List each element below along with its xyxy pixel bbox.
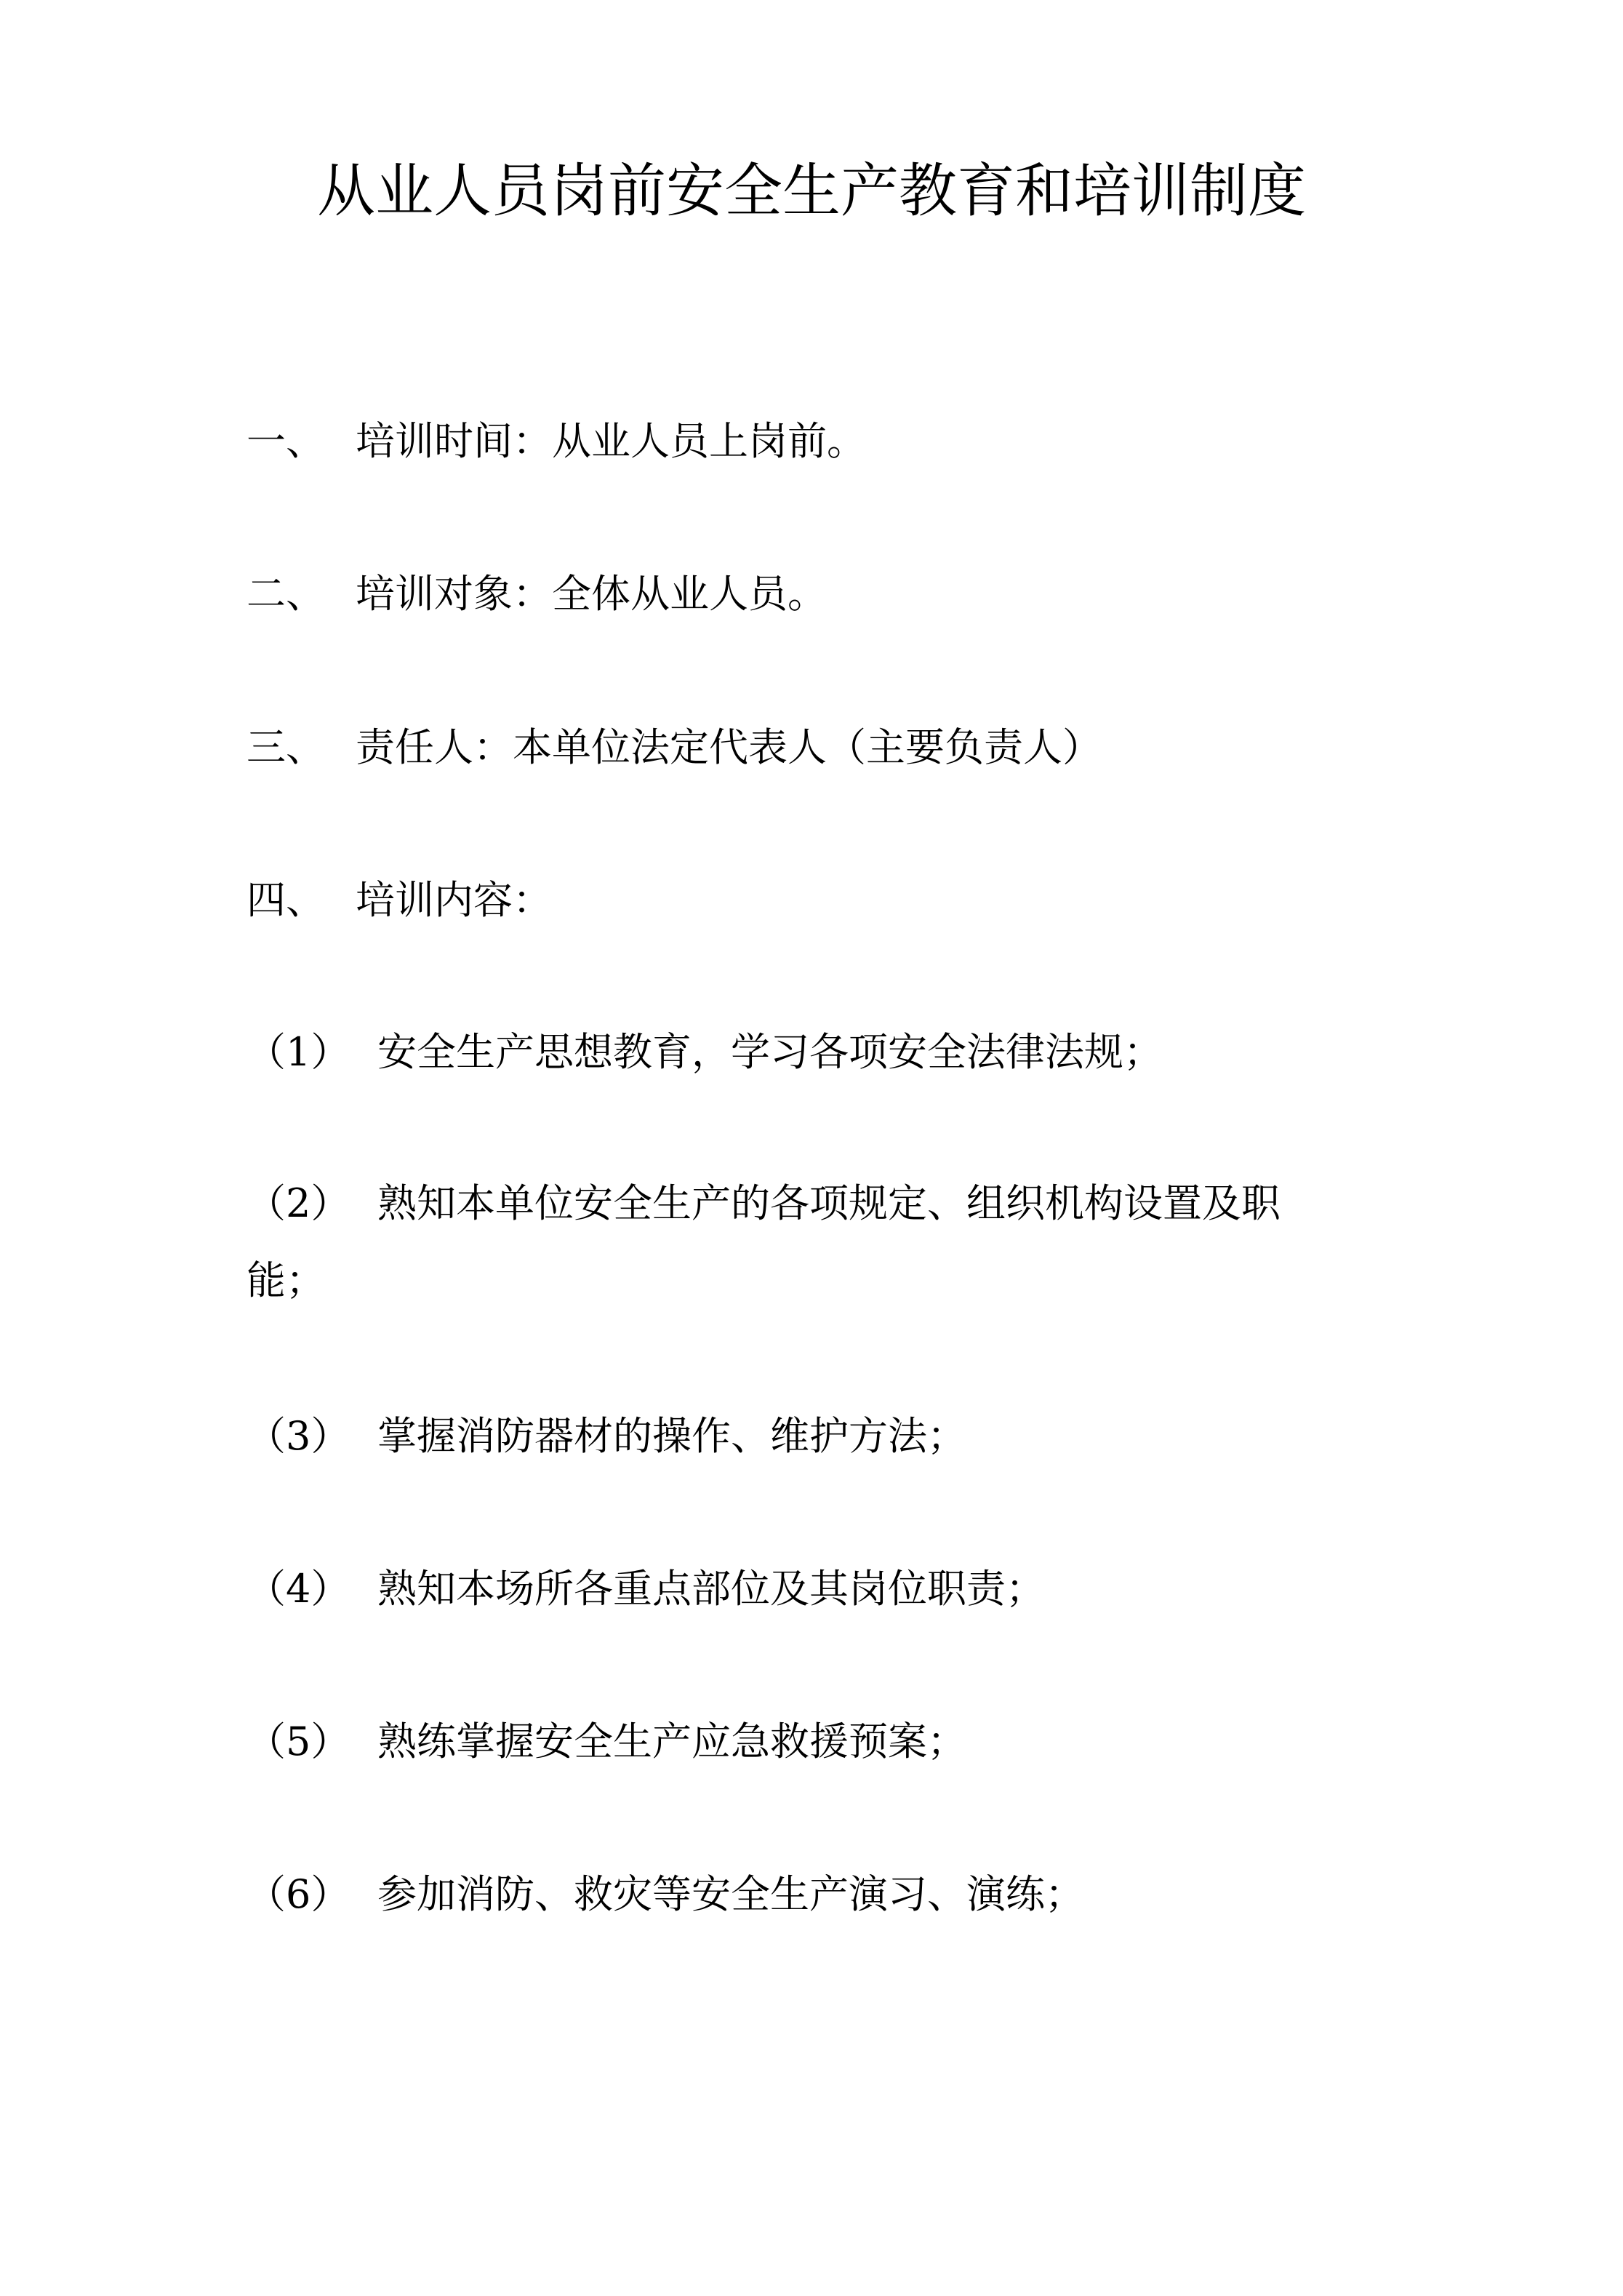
item-number: （6） [247,1871,350,1917]
item-text: 熟练掌握安全生产应急救援预案； [377,1719,966,1764]
content-item-3 [247,1411,966,1462]
item-text: 掌握消防器材的操作、维护方法； [377,1413,966,1459]
section-3 [247,722,1102,773]
content-item-4 [247,1564,1045,1615]
item-number: （3） [247,1413,350,1459]
item-text: 参加消防、救灾等安全生产演习、演练； [377,1871,1084,1917]
content-item-2 [247,1178,1281,1229]
section-number: 二、 [247,571,325,617]
item-text: 熟知本单位安全生产的各项规定、组织机构设置及职 [377,1180,1281,1226]
section-text: 培训内容： [356,877,552,923]
item-number: （2） [247,1180,350,1226]
section-number: 三、 [247,724,325,770]
section-number: 四、 [247,877,325,923]
section-2 [247,569,827,620]
item-text: 安全生产思想教育，学习各项安全法律法规； [377,1029,1163,1075]
document-title: 从业人员岗前安全生产教育和培训制度 [317,157,1306,225]
section-text: 培训时间：从业人员上岗前。 [356,418,866,464]
content-item-1 [247,1027,1163,1078]
section-text: 培训对象：全体从业人员。 [356,571,827,617]
item-number: （5） [247,1719,350,1764]
content-item-5 [247,1716,966,1767]
item-number: （4） [247,1566,350,1612]
section-4 [247,875,552,926]
section-1 [247,416,866,467]
item-number: （1） [247,1029,350,1075]
section-number: 一、 [247,418,325,464]
section-text: 责任人：本单位法定代表人（主要负责人） [356,724,1102,770]
item-text: 熟知本场所各重点部位及其岗位职责； [377,1566,1045,1612]
content-item-6 [247,1869,1084,1920]
content-item-2-continuation: 能； [247,1257,325,1303]
